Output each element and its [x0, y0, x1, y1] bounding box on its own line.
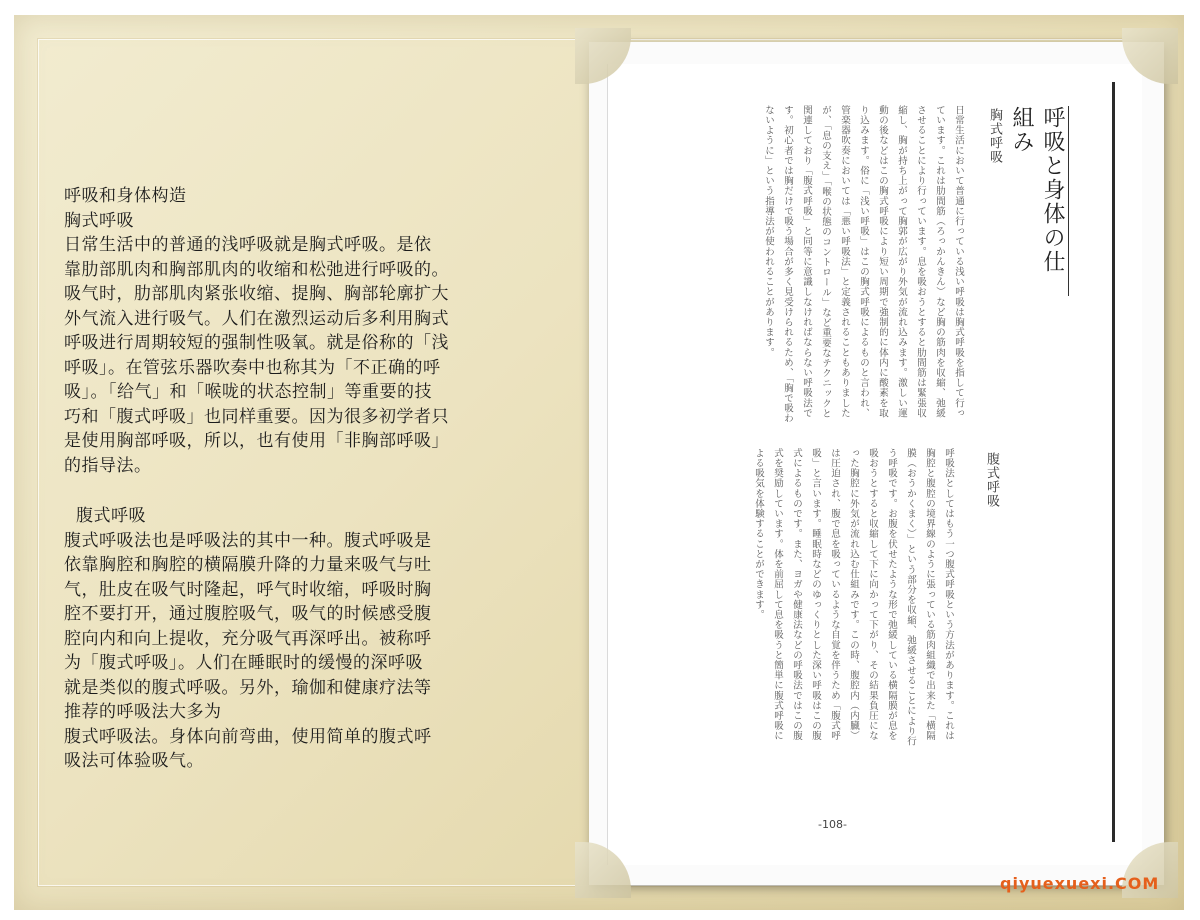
section2-line: 腹式呼吸法。身体向前弯曲，使用简单的腹式呼 [64, 726, 432, 747]
section1-line: 靠肋部肌肉和胸部肌肉的收缩和松弛进行呼吸的。 [64, 259, 449, 280]
scan-column-chest: 日常生活において普通に行っている浅い呼吸は胸式呼吸を指して行っています。これは肋間筋（ろっかんきん）など胸の筋肉を収縮、弛緩させることにより行っています。息を吸おうとすると肋間筋は緊張収縮し、胸が持ち上がって胸郭が広がり外気が流れ込みます。激しい運動の後などはこの胸式呼吸により短い周期で強制的に体内に酸素を取り込みます。俗に「浅い呼吸」はこの胸式呼吸によるものと言われ、管楽器吹奏においては「悪い呼吸法」と定義されることもありましたが、「息の支え」「喉の状態のコントロール」など重要なテクニックと関連しており「腹式呼吸」と同等に意識しなければならない呼吸法です。初心者では胸だけで吸う場合が多く見受けられるため、「胸で吸わないように」という指導法が使われることがあります。 [763, 105, 964, 424]
section2-line: 推荐的呼吸法大多为 [64, 702, 222, 722]
scan-heading-chest: 胸式呼吸 [987, 108, 1002, 164]
section1-heading: 胸式呼吸 [64, 210, 134, 231]
section2-line: 就是类似的腹式呼吸。另外，瑜伽和健康疗法等 [64, 677, 432, 698]
section1-line: 呼吸进行周期较短的强制性吸氧。就是俗称的「浅 [64, 333, 449, 353]
section2-line: 气，肚皮在吸气时隆起，呼气时收缩，呼吸时胸 [64, 579, 432, 600]
scan-column-abdominal: 呼吸法としてはもう一つ腹式呼吸という方法があります。これは胸腔と腹腔の境界線のように張っている筋肉組織で出来た「横隔膜（おうかくまく）」という部分を収縮、弛緩させることにより行う呼吸です。お腹を伏せたような形で弛緩している横隔膜が息を吸おうとすると収縮して下に向かって下がり、その結果負圧になった胸腔に外気が流れ込む仕組みです。この時、腹腔内（内臓）は圧迫され、腹で息を吸っているような自覚を伴うため「腹式呼吸」と言います。睡眠時などのゆっくりとした深い呼吸はこの腹式によるものです。また、ヨガや健康法などの呼吸法ではこの腹式を奨励しています。体を前屈して息を吸うと簡単に腹式呼吸による吸気を体験することができます。 [753, 448, 954, 747]
section1-line: 的指导法。 [64, 455, 152, 476]
section2-line: 腹式呼吸法也是呼吸法的其中一种。腹式呼吸是 [64, 530, 432, 551]
scan-title: 呼吸と身体の仕組み [1038, 106, 1069, 296]
section2-line: 腔向内和向上提收，充分吸气再深呼出。被称呼 [64, 628, 432, 649]
section2-line: 为「腹式呼吸」。人们在睡眠时的缓慢的深呼吸 [64, 653, 423, 673]
site-watermark: qiyuexuexi.COM [1000, 874, 1160, 893]
section1-line: 巧和「腹式呼吸」也同样重要。因为很多初学者只 [64, 406, 449, 427]
section1-body [64, 233, 544, 478]
section1-line: 呼吸」。在管弦乐器吹奏中也称其为「不正确的呼 [64, 357, 441, 378]
section1-line: 是使用胸部呼吸，所以，也有使用「非胸部呼吸」 [64, 431, 449, 451]
translation-text [64, 184, 544, 774]
scan-margin-rule [1112, 82, 1115, 842]
scan-page-number: -108- [818, 818, 847, 831]
section1-line: 吸」。「给气」和「喉咙的状态控制」等重要的技 [64, 382, 432, 402]
translation-title: 呼吸和身体构造 [64, 186, 187, 206]
section2-body [64, 529, 544, 774]
section2-line: 腔不要打开，通过腹腔吸气，吸气的时候感受腹 [64, 604, 432, 624]
section2-line: 依靠胸腔和胸腔的横隔膜升降的力量来吸气与吐 [64, 555, 432, 575]
section1-line: 外气流入进行吸气。人们在激烈运动后多利用胸式 [64, 308, 449, 329]
section1-line: 日常生活中的普通的浅呼吸就是胸式呼吸。是依 [64, 235, 432, 255]
section2-heading: 腹式呼吸 [76, 506, 146, 526]
scan-heading-abdominal: 腹式呼吸 [984, 452, 999, 508]
section2-line: 吸法可体验吸气。 [64, 751, 204, 771]
section1-line: 吸气时，肋部肌肉紧张收缩、提胸、胸部轮廓扩大 [64, 284, 449, 304]
